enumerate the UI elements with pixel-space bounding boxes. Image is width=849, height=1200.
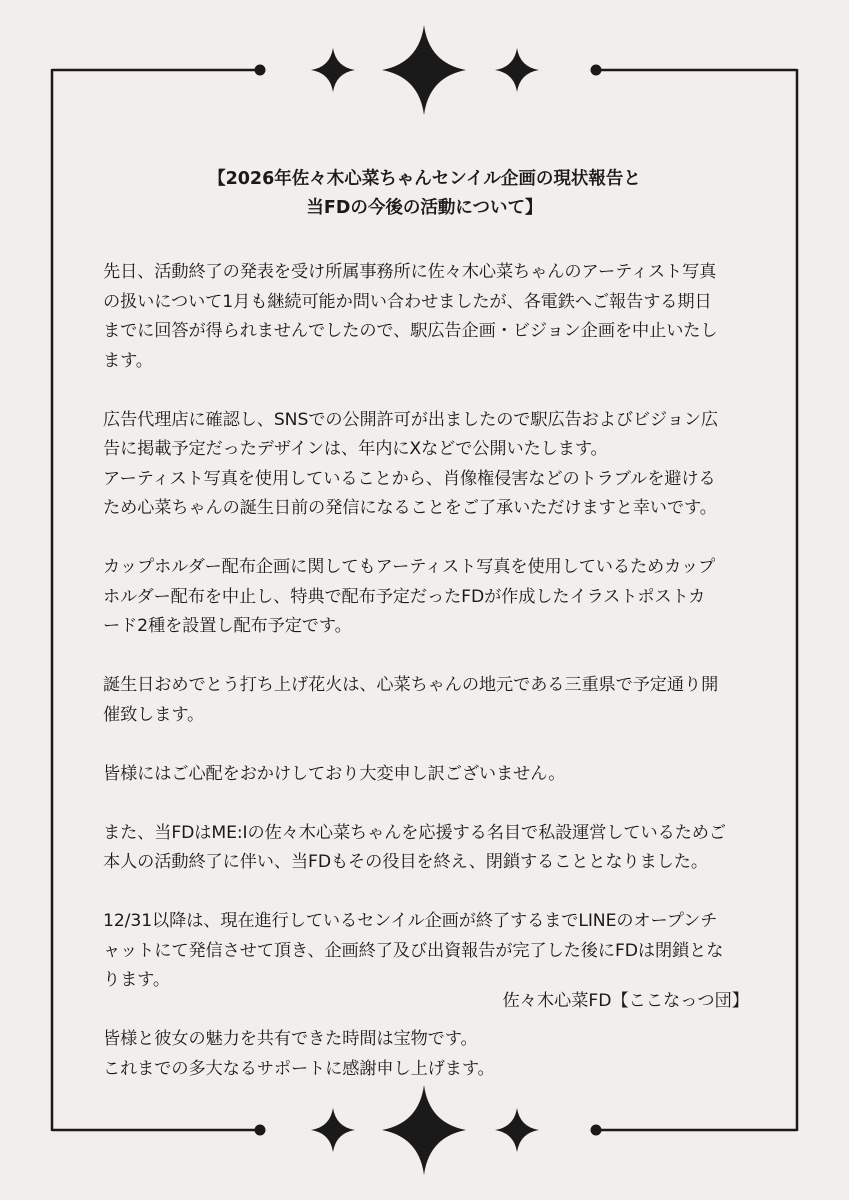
text-line: 広告代理店に確認し、SNSでの公開許可が出ましたので駅広告およびビジョン広 <box>103 409 719 430</box>
title-line-2: 当FDの今後の活動について】 <box>306 198 543 218</box>
sparkle-icon <box>311 1108 355 1152</box>
text-line: カップホルダー配布企画に関してもアーティスト写真を使用しているためカップ <box>103 557 716 577</box>
paragraph-fireworks <box>103 671 753 730</box>
text-line: 12/31以降は、現在進行しているセンイル企画が終了するまでLINEのオープンチ <box>103 911 718 931</box>
sparkle-icon <box>311 48 355 92</box>
text-line: 催致します。 <box>103 704 205 725</box>
paragraph-design-release <box>103 406 753 524</box>
paragraph-line-openchat <box>103 907 753 996</box>
document-title <box>100 165 749 223</box>
text-line: ため心菜ちゃんの誕生日前の発信になることをご了承いただけますと幸いです。 <box>103 498 717 518</box>
text-line: 皆様と彼女の魅力を共有できた時間は宝物です。 <box>103 1029 478 1049</box>
paragraph-cancellation <box>103 258 753 376</box>
frame-bottom-right-dot <box>591 1125 602 1136</box>
sparkle-icon <box>382 25 466 115</box>
document-body <box>103 258 753 1108</box>
paragraph-apology <box>103 760 753 790</box>
text-line: の扱いについて1月も継続可能か問い合わせましたが、各電鉄へご報告する期日 <box>103 291 712 312</box>
text-line: 皆様にはご心配をおかけしており大変申し訳ございません。 <box>103 763 566 784</box>
text-line: 告に掲載予定だったデザインは、年内にXなどで公開いたします。 <box>103 439 608 459</box>
paragraph-closure <box>103 819 753 878</box>
frame-bottom-left-dot <box>255 1125 266 1136</box>
sparkle-icon <box>495 48 539 92</box>
paragraph-thanks <box>103 1025 753 1084</box>
text-line: ホルダー配布を中止し、特典で配布予定だったFDが作成したイラストポストカ <box>103 586 706 607</box>
text-line: 本人の活動終了に伴い、当FDもその役目を終え、閉鎖することとなりました。 <box>103 852 708 872</box>
text-line: ード2種を設置し配布予定です。 <box>103 616 352 636</box>
frame-top-left-dot <box>255 65 266 76</box>
paragraph-cup-holder <box>103 553 753 642</box>
signature: 佐々木心菜FD【ここなっつ団】 <box>502 991 749 1011</box>
text-line: 誕生日おめでとう打ち上げ花火は、心菜ちゃんの地元である三重県で予定通り開 <box>103 675 719 695</box>
title-line-1: 【2026年佐々木心菜ちゃんセンイル企画の現状報告と <box>208 169 641 189</box>
text-line: 先日、活動終了の発表を受け所属事務所に佐々木心菜ちゃんのアーティスト写真 <box>103 262 717 282</box>
frame-top-right-dot <box>591 65 602 76</box>
text-line: までに回答が得られませんでしたので、駅広告企画・ビジョン企画を中止いたし <box>103 321 718 341</box>
top-sparkles <box>311 25 539 115</box>
text-line: ります。 <box>103 970 170 990</box>
text-line: これまでの多大なるサポートに感謝申し上げます。 <box>103 1058 495 1079</box>
text-line: ャットにて発信させて頂き、企画終了及び出資報告が完了した後にFDは閉鎖とな <box>103 940 724 961</box>
text-line: ます。 <box>103 350 153 371</box>
text-line: アーティスト写真を使用していることから、肖像権侵害などのトラブルを避ける <box>103 468 716 489</box>
text-line: また、当FDはME:Iの佐々木心菜ちゃんを応援する名目で私設運営しているためご <box>103 822 726 843</box>
sparkle-icon <box>495 1108 539 1152</box>
